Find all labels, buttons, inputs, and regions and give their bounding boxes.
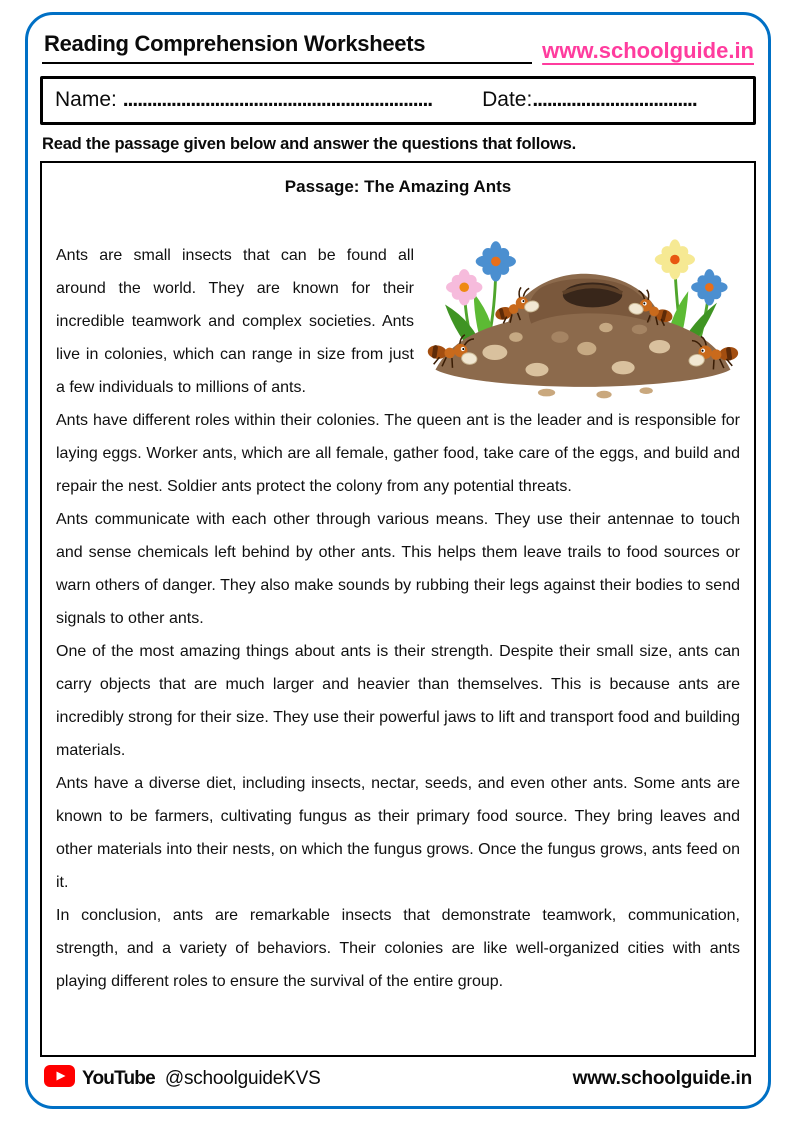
passage-title: Passage: The Amazing Ants xyxy=(284,177,512,196)
date-field xyxy=(482,88,741,112)
youtube-icon xyxy=(44,1065,75,1092)
header xyxy=(42,31,754,64)
flower-blue-left xyxy=(476,241,516,281)
date-dotted-line: .................................. xyxy=(532,88,697,111)
passage-box xyxy=(40,161,756,1057)
instruction-text: Read the passage given below and answer the questions that follows. xyxy=(42,135,576,153)
passage-paragraph: In conclusion, ants are remarkable insects that demonstrate teamwork, communication, strength, and a variety of behaviors. Their colonies are like well-organized cities with ants playing different roles to ensure the survival of the entire group. xyxy=(56,907,740,990)
passage-paragraph: One of the most amazing things about ants is their strength. Despite their small size, ants can carry objects that are much larger and heavier than themselves. This is because ants are incredibly strong for their size. They use their powerful jaws to lift and transport food and building materials. xyxy=(56,643,740,759)
passage-body xyxy=(56,239,740,998)
passage-paragraph: Ants have different roles within their colonies. The queen ant is the leader and is responsible for laying eggs. Worker ants, which are all female, gather food, take care of the eggs, and build and repair the nest. Soldier ants protect the colony from any potential threats. xyxy=(56,412,740,495)
page-border-frame xyxy=(25,12,771,1109)
anthill-illustration xyxy=(424,233,740,399)
site-link[interactable]: www.schoolguide.in xyxy=(542,38,754,63)
title-underline-rule xyxy=(431,62,532,64)
name-label: Name: xyxy=(55,88,117,111)
passage-paragraph: Ants communicate with each other through various means. They use their antennae to touch and sense chemicals left behind by other ants. This helps them leave trails to food sources or warn others of danger. They also make sounds by rubbing their legs against their bodies to send signals to other ants. xyxy=(56,511,740,627)
name-dotted-line: ................................................................ xyxy=(122,88,433,111)
footer-site-link: www.schoolguide.in xyxy=(572,1067,752,1089)
passage-paragraph: Ants have a diverse diet, including insects, nectar, seeds, and even other ants. Some ants are known to be farmers, cultivating fungus as their primary food source. They bring leaves and other materials into their nests, on which the fungus grows. Once the fungus grows, ants feed on it. xyxy=(56,775,740,891)
page-title: Reading Comprehension Worksheets xyxy=(42,31,431,64)
anthill-ants-image xyxy=(424,233,740,399)
passage-paragraph: Ants are small insects that can be found all around the world. They are known for their incredible teamwork and complex societies. Ants live in colonies, which can range in size from just a few individuals to millions of ants. xyxy=(56,247,414,396)
flower-yellow xyxy=(655,239,695,279)
footer xyxy=(44,1065,752,1092)
name-date-box xyxy=(40,76,756,125)
name-field xyxy=(55,88,482,112)
flower-blue-right xyxy=(691,269,727,305)
youtube-wordmark: YouTube xyxy=(82,1067,155,1089)
date-label: Date: xyxy=(482,88,533,111)
youtube-handle: @schoolguideKVS xyxy=(164,1067,321,1089)
